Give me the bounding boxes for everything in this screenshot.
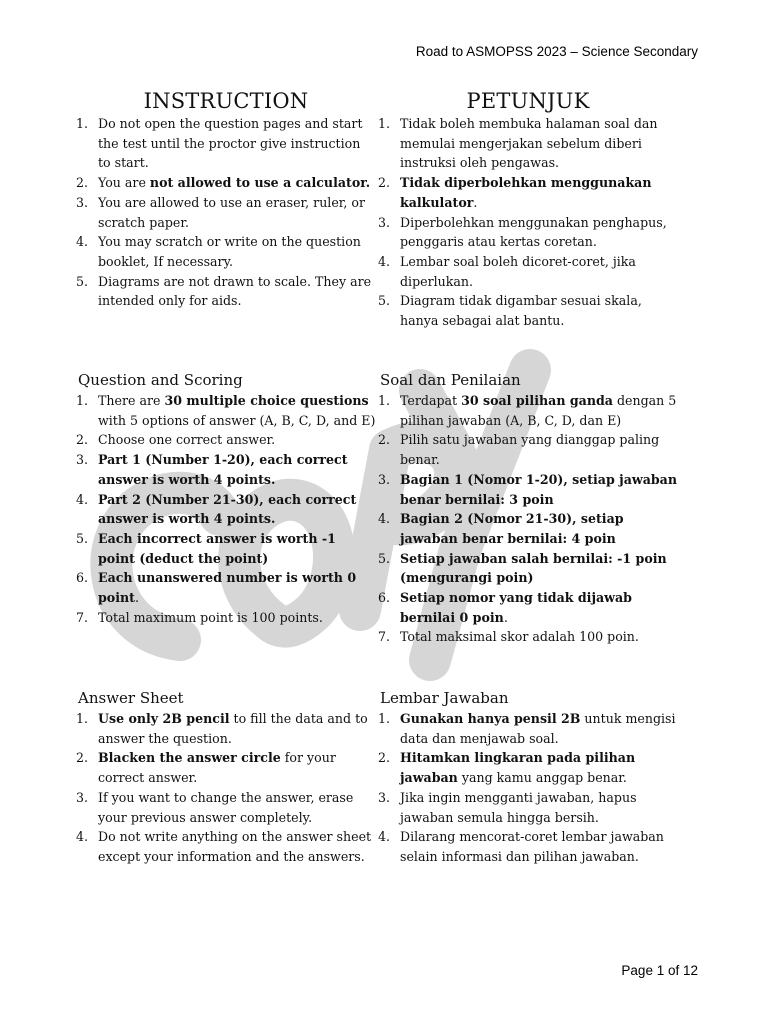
petunjuk-title: PETUNJUK bbox=[466, 89, 590, 113]
list-text: Diperbolehkan menggunakan penghapus, penggaris atau kertas coretan. bbox=[400, 214, 667, 250]
list-text: Terdapat bbox=[400, 393, 462, 408]
indonesian-answer-section bbox=[378, 688, 678, 867]
list-text: Do not write anything on the answer sheet except your information and the answers. bbox=[98, 829, 372, 864]
list-text: dengan 5 pilihan jawaban (A, B, C, D, dan E) bbox=[400, 393, 677, 428]
penilaian-list bbox=[378, 391, 678, 647]
list-number: 5. bbox=[378, 550, 391, 566]
soal-penilaian-title: Soal dan Penilaian bbox=[380, 371, 521, 389]
list-number: 4. bbox=[378, 253, 391, 269]
list-number: 1. bbox=[378, 116, 391, 131]
list-text: yang kamu anggap benar. bbox=[457, 770, 627, 786]
list-number: 2. bbox=[76, 750, 89, 766]
list-text: for your correct answer. bbox=[98, 750, 336, 786]
list-text: Tidak boleh membuka halaman soal dan memulai mengerjakan sebelum diberi instruksi oleh pengawas. bbox=[400, 116, 658, 171]
list-item bbox=[76, 709, 376, 748]
list-text: Bagian 2 (Nomor 21-30), setiap jawaban benar bernilai: 4 poin bbox=[400, 511, 624, 546]
indonesian-column bbox=[378, 88, 678, 331]
lembar-jawaban-title: Lembar Jawaban bbox=[380, 689, 509, 707]
list-number: 1. bbox=[76, 116, 89, 131]
list-text: Do not open the question pages and start the test until the proctor give instruction to start. bbox=[98, 116, 363, 171]
list-number: 3. bbox=[76, 452, 89, 468]
list-text: You are bbox=[98, 175, 150, 191]
list-number: 1. bbox=[76, 393, 89, 408]
list-text: not allowed to use a calculator. bbox=[149, 175, 371, 191]
list-text: You are allowed to use an eraser, ruler, or scratch paper. bbox=[98, 194, 366, 230]
list-number: 4. bbox=[378, 829, 391, 845]
list-item bbox=[76, 788, 376, 827]
list-text: Choose one correct answer. bbox=[98, 432, 276, 448]
list-item bbox=[76, 568, 376, 607]
list-item bbox=[76, 193, 376, 232]
list-text: Lembar soal boleh dicoret-coret, jika diperlukan. bbox=[400, 253, 636, 289]
english-column bbox=[76, 88, 376, 311]
list-item bbox=[378, 748, 678, 787]
list-item bbox=[76, 430, 376, 450]
list-number: 3. bbox=[76, 194, 89, 210]
list-text: . bbox=[134, 590, 139, 606]
list-text: Jika ingin mengganti jawaban, hapus jawaban semula hingga bersih. bbox=[400, 789, 637, 825]
list-text: Setiap nomor yang tidak dijawab bernilai 0 poin bbox=[400, 590, 632, 625]
list-item bbox=[378, 391, 678, 430]
list-number: 7. bbox=[378, 629, 391, 645]
list-number: 4. bbox=[378, 511, 391, 527]
list-text: untuk mengisi data dan menjawab soal. bbox=[400, 711, 676, 746]
list-text: Part 2 (Number 21-30), each correct answer is worth 4 points. bbox=[98, 491, 357, 527]
list-item bbox=[378, 470, 678, 509]
list-item bbox=[378, 509, 678, 548]
list-text: Pilih satu jawaban yang dianggap paling benar. bbox=[400, 432, 660, 468]
list-text: Total maximum point is 100 points. bbox=[98, 609, 323, 625]
list-item bbox=[378, 549, 678, 588]
list-number: 4. bbox=[76, 491, 89, 507]
scoring-list bbox=[76, 391, 376, 627]
answer-sheet-list bbox=[76, 709, 376, 867]
list-item bbox=[378, 173, 678, 212]
list-item bbox=[378, 827, 678, 866]
list-item bbox=[76, 114, 376, 173]
list-item bbox=[76, 529, 376, 568]
list-number: 5. bbox=[378, 293, 391, 309]
list-text: Setiap jawaban salah bernilai: -1 poin (mengurangi poin) bbox=[400, 550, 667, 586]
list-text: Part 1 (Number 1-20), each correct answer is worth 4 points. bbox=[98, 452, 348, 487]
list-text: . bbox=[503, 609, 508, 625]
list-text: Use only 2B pencil bbox=[98, 711, 230, 726]
list-item bbox=[378, 213, 678, 252]
list-item bbox=[76, 173, 376, 193]
list-item bbox=[76, 490, 376, 529]
list-text: You may scratch or write on the question booklet, If necessary. bbox=[98, 234, 361, 269]
list-number: 6. bbox=[378, 590, 391, 606]
instruction-list bbox=[76, 114, 376, 311]
list-text: to fill the data and to answer the question. bbox=[98, 711, 368, 746]
list-item bbox=[76, 391, 376, 430]
list-number: 5. bbox=[76, 273, 89, 289]
list-item bbox=[378, 291, 678, 330]
list-text: Each incorrect answer is worth -1 point (deduct the point) bbox=[98, 530, 336, 566]
list-number: 3. bbox=[378, 789, 391, 805]
list-item bbox=[76, 450, 376, 489]
list-item bbox=[76, 827, 376, 866]
list-item bbox=[378, 588, 678, 627]
answer-sheet-title: Answer Sheet bbox=[78, 689, 184, 707]
list-text: If you want to change the answer, erase your previous answer completely. bbox=[98, 789, 354, 825]
list-text: Diagrams are not drawn to scale. They are intended only for aids. bbox=[98, 273, 372, 309]
list-number: 3. bbox=[378, 471, 391, 487]
list-text: . bbox=[473, 194, 478, 210]
list-item bbox=[76, 232, 376, 271]
list-item bbox=[378, 252, 678, 291]
list-item bbox=[76, 272, 376, 311]
list-number: 6. bbox=[76, 570, 89, 586]
list-text: Bagian 1 (Nomor 1-20), setiap jawaban benar bernilai: 3 poin bbox=[400, 471, 677, 507]
list-item bbox=[378, 788, 678, 827]
list-item bbox=[378, 709, 678, 748]
list-number: 4. bbox=[76, 829, 89, 845]
list-text: Dilarang mencorat-coret lembar jawaban selain informasi dan pilihan jawaban. bbox=[400, 829, 664, 864]
list-text: Diagram tidak digambar sesuai skala, hanya sebagai alat bantu. bbox=[400, 293, 642, 329]
instruction-title: INSTRUCTION bbox=[143, 89, 309, 113]
page-number: Page 1 of 12 bbox=[621, 963, 698, 978]
list-number: 1. bbox=[76, 711, 89, 726]
list-item bbox=[76, 608, 376, 628]
list-item bbox=[378, 627, 678, 647]
list-text: Gunakan hanya pensil 2B bbox=[400, 711, 581, 726]
indonesian-scoring-section bbox=[378, 370, 678, 647]
petunjuk-list bbox=[378, 114, 678, 331]
list-text: 30 multiple choice questions bbox=[164, 393, 369, 408]
list-number: 1. bbox=[378, 393, 391, 408]
list-item bbox=[378, 430, 678, 469]
english-scoring-section bbox=[76, 370, 376, 627]
list-item bbox=[76, 748, 376, 787]
list-number: 2. bbox=[76, 432, 89, 448]
list-text: Hitamkan lingkaran pada pilihan jawaban bbox=[400, 750, 636, 786]
list-text: Each unanswered number is worth 0 point bbox=[98, 570, 357, 606]
running-header: Road to ASMOPSS 2023 – Science Secondary bbox=[415, 44, 698, 59]
list-number: 4. bbox=[76, 234, 89, 250]
question-scoring-title: Question and Scoring bbox=[78, 371, 243, 389]
lembar-jawaban-list bbox=[378, 709, 678, 867]
list-number: 2. bbox=[76, 175, 89, 191]
list-text: There are bbox=[98, 393, 165, 408]
list-number: 2. bbox=[378, 175, 391, 191]
list-text: Blacken the answer circle bbox=[98, 750, 281, 766]
list-text: with 5 options of answer (A, B, C, D, and E) bbox=[98, 412, 376, 428]
english-answer-section bbox=[76, 688, 376, 867]
list-number: 1. bbox=[378, 711, 391, 726]
list-number: 7. bbox=[76, 609, 89, 625]
list-number: 5. bbox=[76, 530, 89, 546]
list-number: 3. bbox=[378, 214, 391, 230]
list-text: Total maksimal skor adalah 100 poin. bbox=[400, 629, 639, 645]
list-number: 3. bbox=[76, 789, 89, 805]
list-number: 2. bbox=[378, 432, 391, 448]
list-number: 2. bbox=[378, 750, 391, 766]
list-text: Tidak diperbolehkan menggunakan kalkulator bbox=[400, 175, 652, 210]
list-text: 30 soal pilihan ganda bbox=[461, 393, 613, 408]
list-item bbox=[378, 114, 678, 173]
